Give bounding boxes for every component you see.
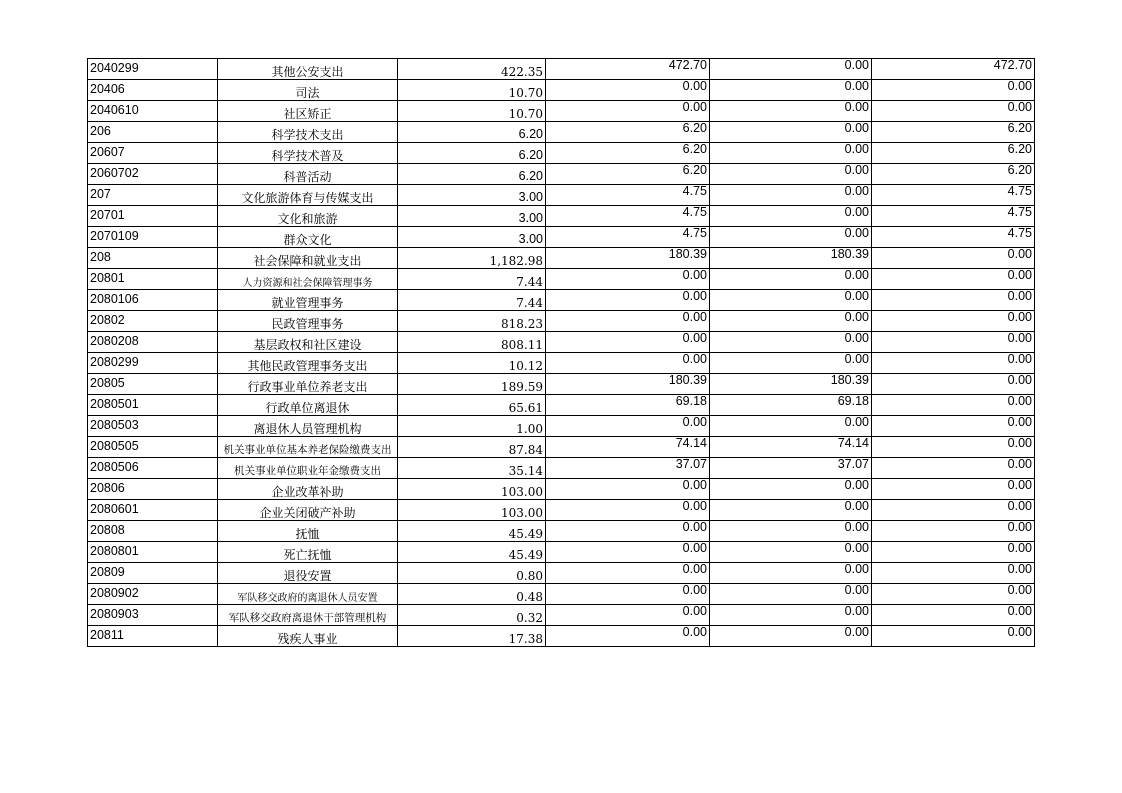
table-row <box>88 479 1035 500</box>
value-cell: 0.00 <box>546 290 710 311</box>
value-cell: 4.75 <box>872 206 1035 227</box>
code-cell: 2080503 <box>88 416 218 437</box>
code-cell: 20809 <box>88 563 218 584</box>
item-name-cell: 抚恤 <box>218 521 398 542</box>
value-cell: 0.00 <box>872 311 1035 332</box>
value-cell: 0.00 <box>710 101 872 122</box>
value-cell: 0.00 <box>872 101 1035 122</box>
value-cell: 0.00 <box>872 248 1035 269</box>
value-cell: 0.00 <box>546 80 710 101</box>
amount-cell: 422.35 <box>398 59 546 80</box>
value-cell: 0.00 <box>872 521 1035 542</box>
table-row <box>88 374 1035 395</box>
value-cell: 472.70 <box>872 59 1035 80</box>
code-cell: 206 <box>88 122 218 143</box>
value-cell: 0.00 <box>710 584 872 605</box>
item-name-cell: 民政管理事务 <box>218 311 398 332</box>
amount-cell: 808.11 <box>398 332 546 353</box>
table-row <box>88 605 1035 626</box>
amount-cell: 189.59 <box>398 374 546 395</box>
table-row <box>88 290 1035 311</box>
value-cell: 0.00 <box>710 500 872 521</box>
table-row <box>88 437 1035 458</box>
amount-cell: 1.00 <box>398 416 546 437</box>
code-cell: 2080106 <box>88 290 218 311</box>
item-name-cell: 其他民政管理事务支出 <box>218 353 398 374</box>
code-cell: 2080801 <box>88 542 218 563</box>
table-row <box>88 500 1035 521</box>
item-name-cell: 基层政权和社区建设 <box>218 332 398 353</box>
table-row <box>88 269 1035 290</box>
value-cell: 0.00 <box>710 59 872 80</box>
table-row <box>88 185 1035 206</box>
amount-cell: 3.00 <box>398 227 546 248</box>
value-cell: 0.00 <box>710 416 872 437</box>
value-cell: 0.00 <box>872 290 1035 311</box>
value-cell: 0.00 <box>710 185 872 206</box>
value-cell: 4.75 <box>546 185 710 206</box>
amount-cell: 17.38 <box>398 626 546 647</box>
value-cell: 0.00 <box>710 332 872 353</box>
code-cell: 2080902 <box>88 584 218 605</box>
value-cell: 0.00 <box>872 269 1035 290</box>
table-row <box>88 542 1035 563</box>
value-cell: 69.18 <box>546 395 710 416</box>
value-cell: 0.00 <box>872 353 1035 374</box>
amount-cell: 0.80 <box>398 563 546 584</box>
table-row <box>88 143 1035 164</box>
table-row <box>88 626 1035 647</box>
code-cell: 20802 <box>88 311 218 332</box>
value-cell: 0.00 <box>710 227 872 248</box>
value-cell: 6.20 <box>872 164 1035 185</box>
table-row <box>88 353 1035 374</box>
value-cell: 180.39 <box>710 248 872 269</box>
amount-cell: 1,182.98 <box>398 248 546 269</box>
item-name-cell: 企业关闭破产补助 <box>218 500 398 521</box>
value-cell: 0.00 <box>710 479 872 500</box>
code-cell: 2070109 <box>88 227 218 248</box>
table-body <box>88 59 1035 647</box>
value-cell: 0.00 <box>546 311 710 332</box>
amount-cell: 6.20 <box>398 122 546 143</box>
value-cell: 0.00 <box>710 269 872 290</box>
table-row <box>88 248 1035 269</box>
code-cell: 207 <box>88 185 218 206</box>
value-cell: 0.00 <box>546 269 710 290</box>
table-row <box>88 563 1035 584</box>
value-cell: 180.39 <box>710 374 872 395</box>
value-cell: 0.00 <box>546 479 710 500</box>
value-cell: 6.20 <box>546 143 710 164</box>
amount-cell: 10.12 <box>398 353 546 374</box>
value-cell: 180.39 <box>546 248 710 269</box>
value-cell: 0.00 <box>710 605 872 626</box>
code-cell: 2080506 <box>88 458 218 479</box>
item-name-cell: 死亡抚恤 <box>218 542 398 563</box>
code-cell: 2080501 <box>88 395 218 416</box>
amount-cell: 103.00 <box>398 500 546 521</box>
amount-cell: 818.23 <box>398 311 546 332</box>
item-name-cell: 就业管理事务 <box>218 290 398 311</box>
table-row <box>88 311 1035 332</box>
budget-table <box>87 58 1035 647</box>
value-cell: 4.75 <box>546 206 710 227</box>
code-cell: 20701 <box>88 206 218 227</box>
value-cell: 0.00 <box>872 437 1035 458</box>
value-cell: 0.00 <box>872 332 1035 353</box>
value-cell: 472.70 <box>546 59 710 80</box>
value-cell: 0.00 <box>546 542 710 563</box>
value-cell: 0.00 <box>546 626 710 647</box>
amount-cell: 0.48 <box>398 584 546 605</box>
table-row <box>88 59 1035 80</box>
amount-cell: 103.00 <box>398 479 546 500</box>
value-cell: 6.20 <box>546 122 710 143</box>
value-cell: 0.00 <box>710 206 872 227</box>
value-cell: 0.00 <box>546 500 710 521</box>
table-row <box>88 206 1035 227</box>
value-cell: 37.07 <box>710 458 872 479</box>
amount-cell: 6.20 <box>398 164 546 185</box>
value-cell: 0.00 <box>710 164 872 185</box>
item-name-cell: 离退休人员管理机构 <box>218 416 398 437</box>
table-row <box>88 458 1035 479</box>
table-row <box>88 395 1035 416</box>
value-cell: 0.00 <box>546 332 710 353</box>
item-name-cell: 行政事业单位养老支出 <box>218 374 398 395</box>
code-cell: 20801 <box>88 269 218 290</box>
value-cell: 0.00 <box>546 563 710 584</box>
value-cell: 0.00 <box>546 353 710 374</box>
table-row <box>88 584 1035 605</box>
code-cell: 20406 <box>88 80 218 101</box>
value-cell: 74.14 <box>546 437 710 458</box>
value-cell: 0.00 <box>872 479 1035 500</box>
amount-cell: 10.70 <box>398 101 546 122</box>
item-name-cell: 军队移交政府的离退休人员安置 <box>218 584 398 605</box>
table-row <box>88 80 1035 101</box>
value-cell: 0.00 <box>872 542 1035 563</box>
item-name-cell: 行政单位离退休 <box>218 395 398 416</box>
item-name-cell: 军队移交政府离退休干部管理机构 <box>218 605 398 626</box>
amount-cell: 45.49 <box>398 521 546 542</box>
value-cell: 0.00 <box>710 143 872 164</box>
value-cell: 74.14 <box>710 437 872 458</box>
value-cell: 0.00 <box>872 605 1035 626</box>
amount-cell: 3.00 <box>398 185 546 206</box>
code-cell: 2060702 <box>88 164 218 185</box>
item-name-cell: 司法 <box>218 80 398 101</box>
amount-cell: 45.49 <box>398 542 546 563</box>
item-name-cell: 群众文化 <box>218 227 398 248</box>
value-cell: 0.00 <box>872 626 1035 647</box>
amount-cell: 0.32 <box>398 605 546 626</box>
value-cell: 6.20 <box>872 143 1035 164</box>
value-cell: 0.00 <box>546 101 710 122</box>
code-cell: 2080903 <box>88 605 218 626</box>
value-cell: 0.00 <box>546 521 710 542</box>
table-row <box>88 332 1035 353</box>
amount-cell: 7.44 <box>398 290 546 311</box>
value-cell: 0.00 <box>872 500 1035 521</box>
value-cell: 0.00 <box>546 605 710 626</box>
value-cell: 0.00 <box>710 290 872 311</box>
code-cell: 20805 <box>88 374 218 395</box>
amount-cell: 10.70 <box>398 80 546 101</box>
value-cell: 0.00 <box>710 542 872 563</box>
value-cell: 0.00 <box>546 416 710 437</box>
item-name-cell: 其他公安支出 <box>218 59 398 80</box>
amount-cell: 35.14 <box>398 458 546 479</box>
value-cell: 0.00 <box>872 563 1035 584</box>
code-cell: 2080208 <box>88 332 218 353</box>
value-cell: 0.00 <box>872 416 1035 437</box>
item-name-cell: 机关事业单位职业年金缴费支出 <box>218 458 398 479</box>
code-cell: 208 <box>88 248 218 269</box>
amount-cell: 65.61 <box>398 395 546 416</box>
value-cell: 0.00 <box>872 395 1035 416</box>
value-cell: 180.39 <box>546 374 710 395</box>
value-cell: 4.75 <box>872 185 1035 206</box>
value-cell: 0.00 <box>710 626 872 647</box>
item-name-cell: 文化旅游体育与传媒支出 <box>218 185 398 206</box>
value-cell: 0.00 <box>710 563 872 584</box>
item-name-cell: 科学技术支出 <box>218 122 398 143</box>
code-cell: 2040610 <box>88 101 218 122</box>
value-cell: 6.20 <box>546 164 710 185</box>
table-row <box>88 122 1035 143</box>
code-cell: 2080505 <box>88 437 218 458</box>
value-cell: 0.00 <box>872 458 1035 479</box>
table-row <box>88 227 1035 248</box>
item-name-cell: 退役安置 <box>218 563 398 584</box>
value-cell: 0.00 <box>710 80 872 101</box>
amount-cell: 7.44 <box>398 269 546 290</box>
item-name-cell: 企业改革补助 <box>218 479 398 500</box>
item-name-cell: 社区矫正 <box>218 101 398 122</box>
item-name-cell: 科普活动 <box>218 164 398 185</box>
item-name-cell: 社会保障和就业支出 <box>218 248 398 269</box>
value-cell: 0.00 <box>710 353 872 374</box>
code-cell: 20808 <box>88 521 218 542</box>
value-cell: 4.75 <box>546 227 710 248</box>
value-cell: 0.00 <box>710 521 872 542</box>
table-row <box>88 164 1035 185</box>
value-cell: 69.18 <box>710 395 872 416</box>
amount-cell: 6.20 <box>398 143 546 164</box>
value-cell: 0.00 <box>710 311 872 332</box>
item-name-cell: 科学技术普及 <box>218 143 398 164</box>
value-cell: 0.00 <box>546 584 710 605</box>
value-cell: 37.07 <box>546 458 710 479</box>
value-cell: 0.00 <box>872 374 1035 395</box>
code-cell: 20607 <box>88 143 218 164</box>
value-cell: 4.75 <box>872 227 1035 248</box>
code-cell: 20806 <box>88 479 218 500</box>
value-cell: 0.00 <box>872 80 1035 101</box>
code-cell: 20811 <box>88 626 218 647</box>
table-row <box>88 101 1035 122</box>
value-cell: 6.20 <box>872 122 1035 143</box>
value-cell: 0.00 <box>710 122 872 143</box>
item-name-cell: 人力资源和社会保障管理事务 <box>218 269 398 290</box>
code-cell: 2040299 <box>88 59 218 80</box>
amount-cell: 87.84 <box>398 437 546 458</box>
table-row <box>88 416 1035 437</box>
value-cell: 0.00 <box>872 584 1035 605</box>
code-cell: 2080299 <box>88 353 218 374</box>
amount-cell: 3.00 <box>398 206 546 227</box>
table-row <box>88 521 1035 542</box>
code-cell: 2080601 <box>88 500 218 521</box>
item-name-cell: 文化和旅游 <box>218 206 398 227</box>
item-name-cell: 机关事业单位基本养老保险缴费支出 <box>218 437 398 458</box>
item-name-cell: 残疾人事业 <box>218 626 398 647</box>
